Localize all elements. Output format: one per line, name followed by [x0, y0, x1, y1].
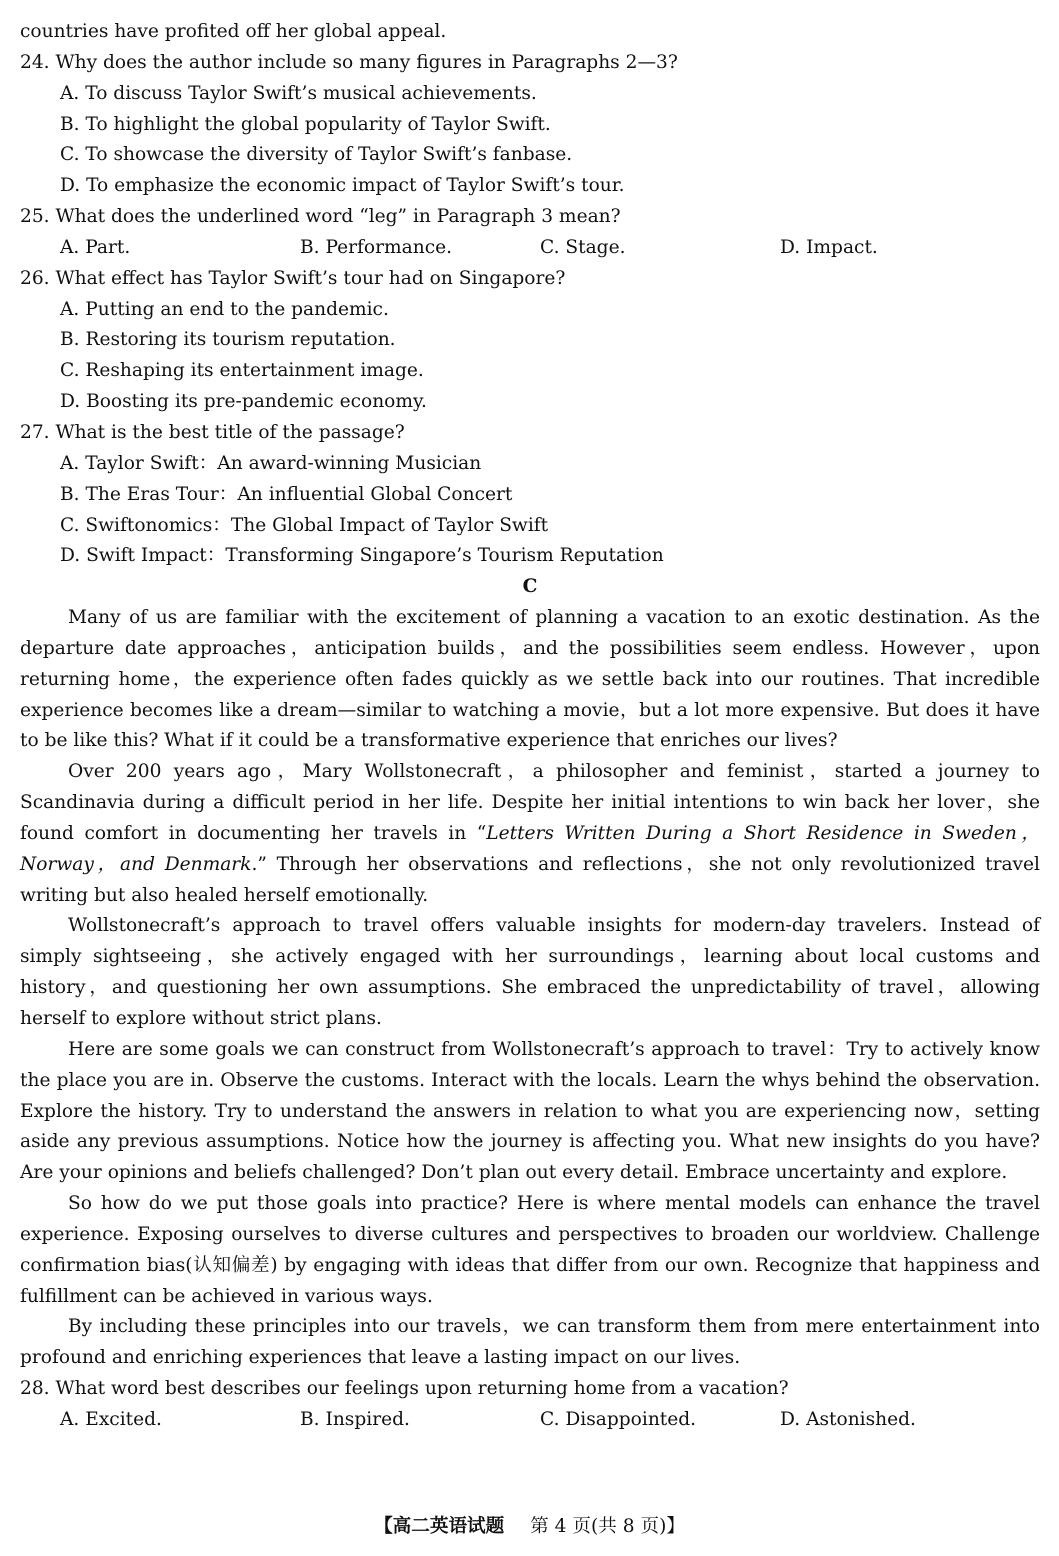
question-28-stem: 28. What word best describes our feelings upon returning home from a vacation?: [20, 1378, 789, 1400]
passage-paragraph-1: Many of us are familiar with the excitement of planning a vacation to an exotic destination. As the departure date approaches，anticipation builds，and the possibilities seem endless. However，upon returning home，the experience often fades quickly as we settle back into our routines. That incredible experience becomes like a dream—similar to watching a movie，but a lot more expensive. But does it have to be like this? What if it could be a transformative experience that enriches our lives?: [20, 607, 1040, 752]
paragraph-2-text-b: .” Through her observations and reflections，she not only revolutionized travel writing but also healed herself emotionally.: [20, 853, 1040, 906]
question-28-options: [20, 1405, 1040, 1436]
question-27-option-c: C. Swiftonomics：The Global Impact of Taylor Swift: [60, 514, 549, 536]
question-24-option-b: B. To highlight the global popularity of Taylor Swift.: [60, 113, 551, 135]
carryover-line: countries have profited off her global appeal.: [20, 21, 447, 42]
book-title: Letters Written During a Short Residence in Sweden，Norway，and Denmark: [20, 822, 1040, 875]
question-25-option-b: B. Performance.: [300, 236, 453, 258]
question-27-stem: 27. What is the best title of the passage?: [20, 421, 405, 443]
paragraph-2-text-a: Over 200 years ago，Mary Wollstonecraft，a philosopher and feminist，started a journey to Scandinavia during a difficult period in her life. Despite her initial intentions to win back her lover，she found comfort in documenting her travels in “: [20, 761, 1040, 844]
footer-exam-label: 【高二英语试题: [374, 1516, 505, 1537]
question-28-option-b: B. Inspired.: [300, 1408, 410, 1430]
passage-paragraph-5: So how do we put those goals into practice? Here is where mental models can enhance the travel experience. Exposing ourselves to diverse cultures and perspectives to broaden our worldview. Challenge confirmation bias(认知偏差) by engaging with ideas that differ from our own. Recognize that happiness and fulfillment can be achieved in various ways.: [20, 1193, 1040, 1307]
question-27-option-d: D. Swift Impact：Transforming Singapore’s Tourism Reputation: [60, 545, 664, 567]
question-24-option-d: D. To emphasize the economic impact of Taylor Swift’s tour.: [60, 175, 625, 197]
question-28-option-c: C. Disappointed.: [540, 1408, 697, 1430]
passage-paragraph-6: By including these principles into our travels，we can transform them from mere entertainment into profound and enriching experiences that leave a lasting impact on our lives.: [20, 1316, 1040, 1369]
question-26-option-b: B. Restoring its tourism reputation.: [60, 329, 396, 351]
passage-paragraph-3: Wollstonecraft’s approach to travel offers valuable insights for modern-day travelers. Instead of simply sightseeing，she actively engaged with her surroundings，learning about local customs and history，and questioning her own assumptions. She embraced the unpredictability of travel，allowing herself to explore without strict plans.: [20, 915, 1040, 1029]
question-24-option-c: C. To showcase the diversity of Taylor Swift’s fanbase.: [60, 144, 573, 166]
question-27-option-b: B. The Eras Tour：An influential Global Concert: [60, 483, 513, 505]
question-26-option-a: A. Putting an end to the pandemic.: [60, 298, 389, 320]
page-footer: [0, 1512, 1059, 1538]
question-25-option-a: A. Part.: [60, 236, 131, 258]
question-28-option-a: A. Excited.: [60, 1408, 162, 1430]
question-25-stem: 25. What does the underlined word “leg” in Paragraph 3 mean?: [20, 206, 621, 228]
question-27-option-a: A. Taylor Swift：An award-winning Musician: [60, 452, 482, 474]
question-28-option-d: D. Astonished.: [780, 1408, 916, 1430]
passage-paragraph-2: [20, 757, 1040, 911]
question-25-options: [20, 233, 1040, 264]
question-25-option-c: C. Stage.: [540, 236, 626, 258]
question-26-option-c: C. Reshaping its entertainment image.: [60, 360, 424, 382]
section-heading: C: [522, 576, 538, 598]
question-25-option-d: D. Impact.: [780, 236, 878, 258]
question-24-option-a: A. To discuss Taylor Swift’s musical achievements.: [60, 82, 537, 104]
question-26-option-d: D. Boosting its pre-pandemic economy.: [60, 391, 427, 413]
footer-page-number: 第 4 页(共 8 页)】: [530, 1516, 685, 1537]
question-26-stem: 26. What effect has Taylor Swift’s tour had on Singapore?: [20, 267, 566, 289]
exam-page: [20, 17, 1040, 1436]
question-24-stem: 24. Why does the author include so many figures in Paragraphs 2—3?: [20, 51, 678, 73]
passage-paragraph-4: Here are some goals we can construct from Wollstonecraft’s approach to travel：Try to actively know the place you are in. Observe the customs. Interact with the locals. Learn the whys behind the observation. Explore the history. Try to understand the answers in relation to what you are experiencing now，setting aside any previous assumptions. Notice how the journey is affecting you. What new insights do you have? Are your opinions and beliefs challenged? Don’t plan out every detail. Embrace uncertainty and explore.: [20, 1038, 1040, 1184]
